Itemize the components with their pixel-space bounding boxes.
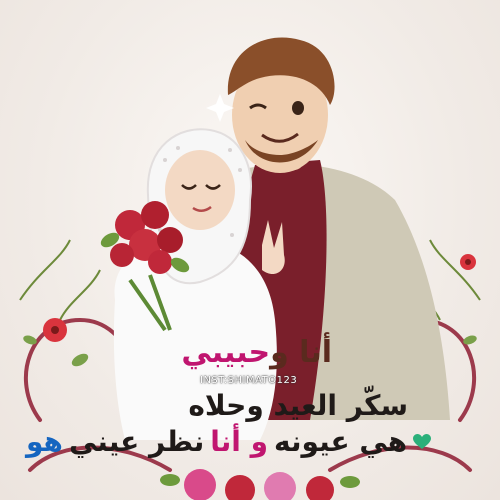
instagram-watermark: INST:SHIMATO123 — [200, 375, 298, 386]
caption-huwa: هو — [26, 425, 63, 458]
caption-hiya-uyunuh: هي عيونه — [274, 425, 408, 458]
caption-nazar-aini: نظر عيني — [68, 425, 205, 458]
caption-ana-wa: أنا و — [270, 335, 332, 370]
caption-wa-ana: و أنا — [210, 425, 269, 458]
caption-habibi: حبيبي — [181, 335, 271, 370]
caption-line-2: سكّر العيد وحلاه — [188, 389, 408, 422]
caption-line-1 — [181, 335, 332, 370]
caption-line-3 — [26, 425, 431, 458]
heart-icon — [413, 434, 431, 450]
